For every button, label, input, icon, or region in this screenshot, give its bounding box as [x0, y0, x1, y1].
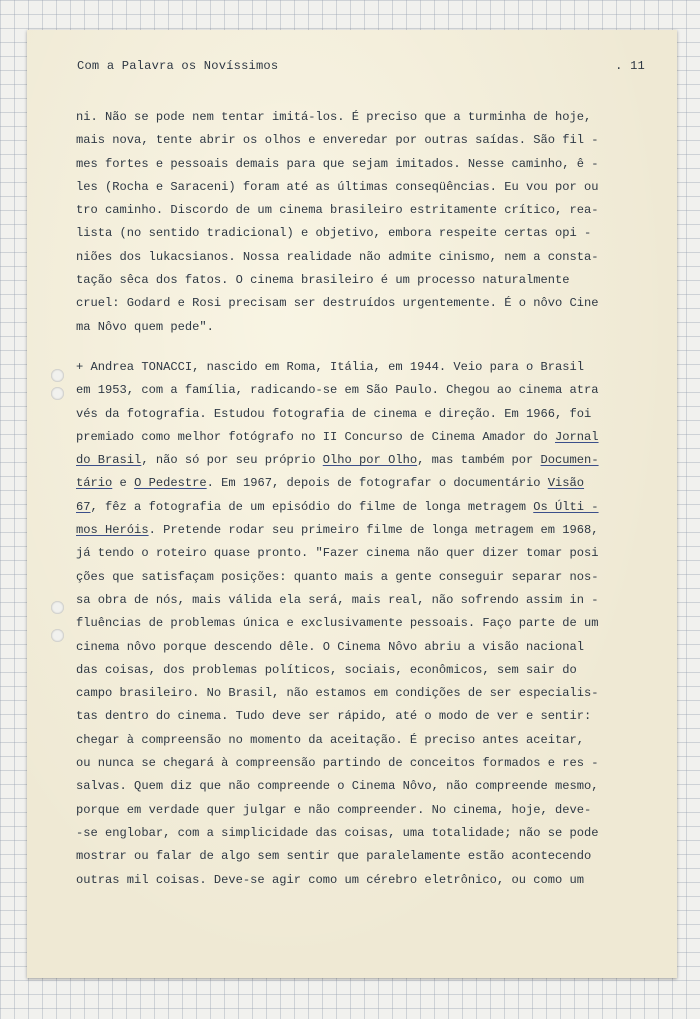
text-run: , fêz a fotografia de um episódio do filme de longa metragem [90, 499, 534, 514]
underlined-title: mos Heróis [76, 523, 149, 538]
underlined-title: Jornal [555, 429, 599, 444]
text-line: niões dos lukacsianos. Nossa realidade não admite cinismo, nem a consta- [76, 249, 599, 264]
paragraph-gap [76, 339, 634, 356]
text-line [76, 472, 634, 495]
punch-hole [51, 387, 64, 400]
text-line: tação sêca dos fatos. O cinema brasileiro é um processo naturalmente [76, 273, 570, 288]
text-line: vés da fotografia. Estudou fotografia de cinema e direção. Em 1966, foi [76, 406, 592, 421]
text-line: das coisas, dos problemas políticos, sociais, econômicos, sem sair do [76, 662, 577, 677]
page-header [77, 59, 645, 73]
running-title: Com a Palavra os Novíssimos [77, 59, 279, 73]
text-line [76, 426, 634, 449]
text-line: cinema nôvo porque descendo dêle. O Cinema Nôvo abriu a visão nacional [76, 639, 585, 654]
text-line [76, 449, 634, 472]
text-line: + Andrea TONACCI, nascido em Roma, Itália, em 1944. Veio para o Brasil [76, 359, 585, 374]
typewritten-page [27, 30, 677, 978]
text-line: já tendo o roteiro quase pronto. "Fazer cinema não quer dizer tomar posi [76, 546, 599, 561]
text-line: mes fortes e pessoais demais para que sejam imitados. Nesse caminho, ê - [76, 156, 599, 171]
text-line: ni. Não se pode nem tentar imitá-los. É preciso que a turminha de hoje, [76, 110, 592, 124]
text-line: em 1953, com a família, radicando-se em São Paulo. Chegou ao cinema atra [76, 383, 599, 398]
text-line: cruel: Godard e Rosi precisam ser destruídos urgentemente. É o nôvo Cine [76, 296, 599, 311]
underlined-title: Visão [547, 476, 585, 491]
text-line: mostrar ou falar de algo sem sentir que paralelamente estão acontecendo [76, 849, 592, 864]
underlined-title: Os Últi - [533, 499, 599, 514]
text-line: ou nunca se chegará à compreensão partindo de conceitos formados e res - [76, 756, 599, 771]
underlined-title: Olho por Olho [322, 453, 418, 468]
text-run: . Pretende rodar seu primeiro filme de longa metragem em 1968, [148, 523, 599, 538]
punch-hole [51, 369, 64, 382]
text-line: -se englobar, com a simplicidade das coisas, uma totalidade; não se pode [76, 825, 599, 840]
text-line: ções que satisfaçam posições: quanto mais a gente conseguir separar nos- [76, 569, 599, 584]
paragraph-2 [76, 356, 634, 892]
text-line: fluências de problemas única e exclusivamente pessoais. Faço parte de um [76, 616, 599, 631]
body-text [76, 106, 634, 892]
text-line: outras mil coisas. Deve-se agir como um cérebro eletrônico, ou como um [76, 872, 585, 887]
paragraph-1 [76, 106, 634, 339]
underlined-title: O Pedestre [134, 476, 207, 491]
punch-hole [51, 629, 64, 642]
underlined-title: tário [76, 476, 113, 491]
underlined-title: do Brasil [76, 453, 142, 468]
text-line [76, 519, 634, 542]
text-line: porque em verdade quer julgar e não compreender. No cinema, hoje, deve- [76, 802, 592, 817]
page-number: . 11 [615, 59, 645, 73]
underlined-title: 67 [76, 499, 91, 514]
text-line: salvas. Quem diz que não compreende o Cinema Nôvo, não compreende mesmo, [76, 779, 599, 794]
text-line: lista (no sentido tradicional) e objetivo, embora respeite certas opi - [76, 226, 592, 241]
text-run: . Em 1967, depois de fotografar o documentário [206, 476, 548, 491]
text-line: ma Nôvo quem pede". [76, 319, 214, 334]
text-line [76, 496, 634, 519]
text-line: sa obra de nós, mais válida ela será, mais real, não sofrendo assim in - [76, 592, 599, 607]
text-line: les (Rocha e Saraceni) foram até as últimas conseqüências. Eu vou por ou [76, 179, 599, 194]
underlined-title: Documen- [540, 453, 599, 468]
text-run: e [112, 476, 135, 491]
punch-hole [51, 601, 64, 614]
text-line: chegar à compreensão no momento da aceitação. É preciso antes aceitar, [76, 732, 585, 747]
text-run: , mas também por [417, 453, 541, 468]
text-run: premiado como melhor fotógrafo no II Concurso de Cinema Amador do [76, 429, 555, 444]
text-line: campo brasileiro. No Brasil, não estamos em condições de ser especialis- [76, 686, 599, 701]
text-line: mais nova, tente abrir os olhos e enveredar por outras saídas. São fil - [76, 133, 599, 148]
text-line: tro caminho. Discordo de um cinema brasileiro estritamente crítico, rea- [76, 203, 599, 218]
text-run: , não só por seu próprio [141, 453, 323, 468]
text-line: tas dentro do cinema. Tudo deve ser rápido, até o modo de ver e sentir: [76, 709, 592, 724]
